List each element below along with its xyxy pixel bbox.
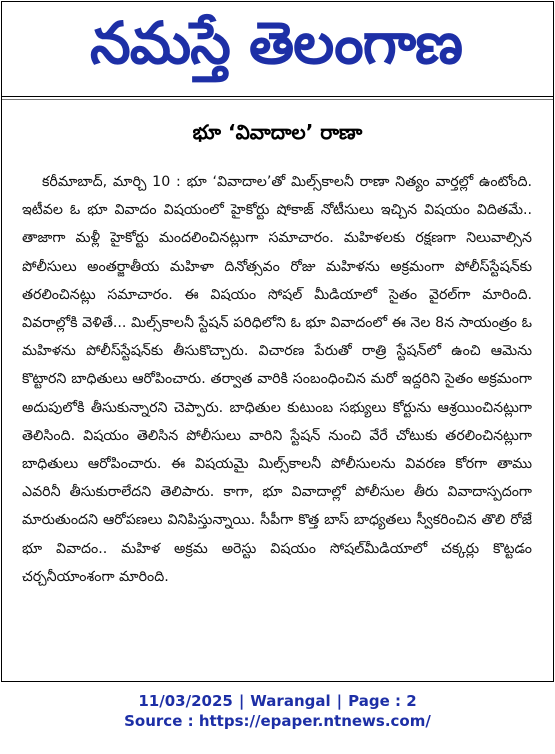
page-number: Page : 2 [348, 692, 417, 710]
masthead-divider-secondary [2, 99, 553, 100]
masthead-divider [2, 96, 553, 97]
meta-separator: | [336, 692, 343, 710]
edition-name: Warangal [250, 692, 331, 710]
newspaper-masthead: నమస్తే తెలంగాణ [90, 9, 462, 77]
source-line: Source : https://epaper.ntnews.com/ [124, 712, 431, 730]
meta-separator: | [238, 692, 245, 710]
article-headline: భూ ‘వివాదాల’ రాణా [192, 120, 363, 144]
publication-date: 11/03/2025 [138, 692, 233, 710]
article-body: కరీమాబాద్, మార్చి 10 : భూ ‘వివాదాల’తో మిల్స్‌కాలనీ రాణా నిత్యం వార్తల్లో ఉంటోంది. ఇటీవల ఓ భూ వివాదం విషయంలో హైకోర్టు షోకాజ్ నోటీసులు ఇచ్చిన విషయం విదితమే.. తాజాగా మళ్లీ హైకోర్టు మందలించినట్లుగా సమాచారం. మహిళలకు రక్షణగా నిలువాల్సిన పోలీసులు అంతర్జాతీయ మహిళా దినోత్సవం రోజు మహిళను అక్రమంగా పోలీస్‌స్టేషన్‌కు తరలించినట్లు సమాచారం. ఈ విషయం సోషల్ మీడియాలో సైతం వైరల్‌గా మారింది. వివరాల్లోకి వెళితే... మిల్స్‌కాలనీ స్టేషన్ పరిధిలోని ఓ భూ వివాదంలో ఈ నెల 8న సాయంత్రం ఓ మహిళను పోలీస్‌స్టేషన్‌కు తీసుకొచ్చారు. విచారణ పేరుతో రాత్రి స్టేషన్‌లో ఉంచి ఆమెను కొట్టారని బాధితులు ఆరోపించారు. తర్వాత వారికి సంబంధించిన మరో ఇద్దరిని సైతం అక్రమంగా అదుపులోకి తీసుకున్నారని చెప్పారు. బాధితుల కుటుంబ సభ్యులు కోర్టును ఆశ్రయించినట్లుగా తెలిసింది. విషయం తెలిసిన పోలీసులు వారిని స్టేషన్ నుంచి వేరే చోటుకు తరలించినట్లుగా బాధితులు ఆరోపించారు. ఈ విషయమై మిల్స్‌కాలనీ పోలీసులను వివరణ కోరగా తాము ఎవరినీ తీసుకురాలేదని తెలిపారు. కాగా, భూ వివాదాల్లో పోలీసుల తీరు వివాదాస్పదంగా మారుతుందని ఆరోపణలు వినిపిస్తున్నాయి. సీపీగా కొత్త బాస్ బాధ్యతలు స్వీకరించిన తొలి రోజే భూ వివాదం.. మహిళ అక్రమ అరెస్టు విషయం సోషల్‌మీడియాలో చక్కర్లు కొట్టడం చర్చనీయాంశంగా మారింది. [22, 174, 532, 585]
clipping-meta [0, 692, 555, 710]
